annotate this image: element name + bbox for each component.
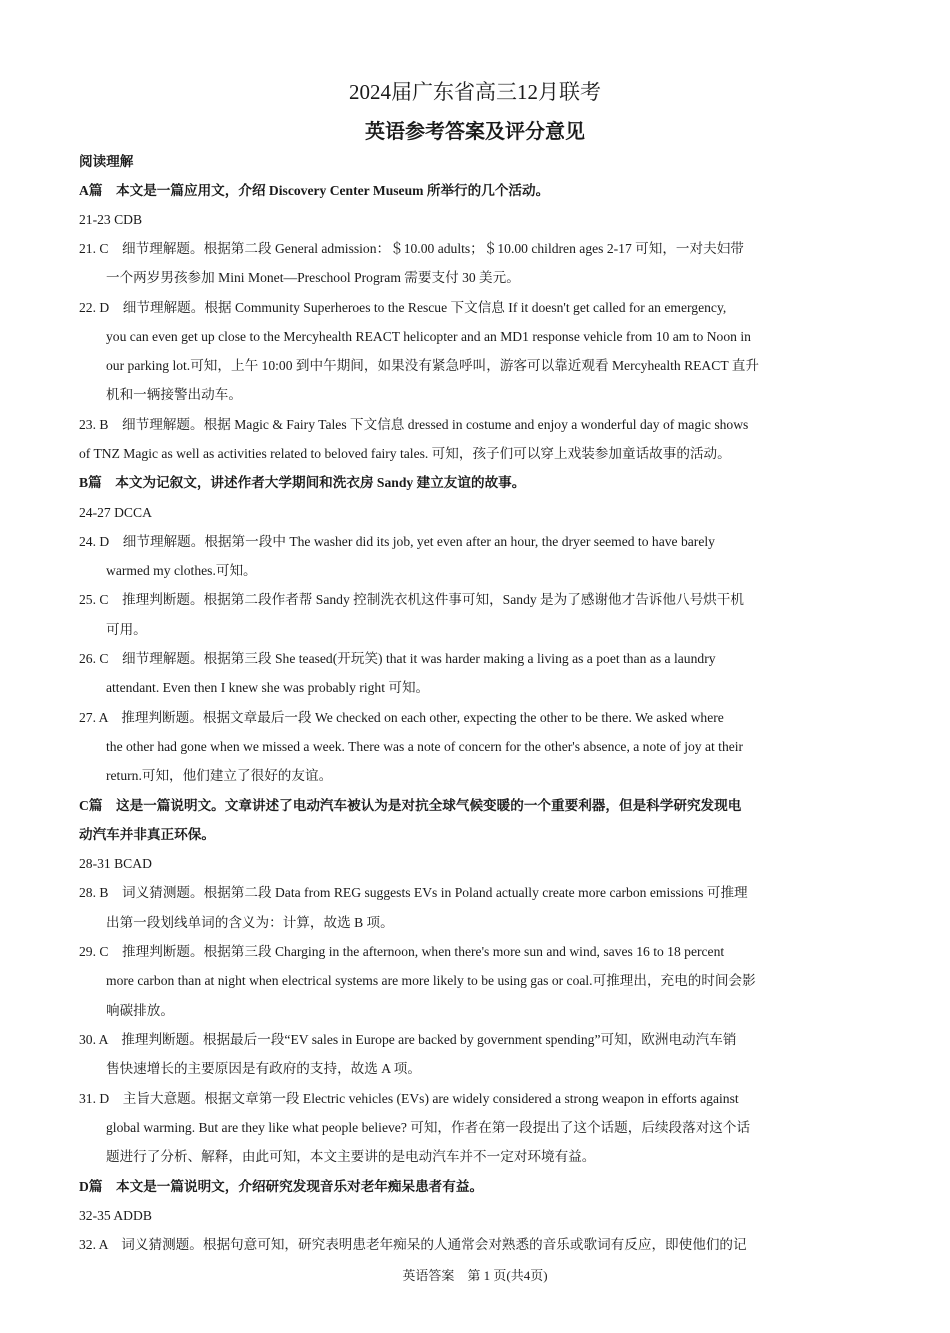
passage-heading-c: C篇 这是一篇说明文。文章讲述了电动汽车被认为是对抗全球气候变暖的一个重要利器，但是科学研究发现电	[79, 798, 742, 813]
passage-heading-b: B篇 本文为记叙文，讲述作者大学期间和洗衣房 Sandy 建立友谊的故事。	[79, 475, 526, 490]
answer-item: 22. D 细节理解题。根据 Community Superheroes to the Rescue 下文信息 If it doesn't get called for an emergency,	[79, 300, 727, 315]
answer-item-continuation: attendant. Even then I knew she was probably right 可知。	[106, 680, 430, 695]
answer-item: 30. A 推理判断题。根据最后一段“EV sales in Europe are backed by government spending”可知，欧洲电动汽车销	[79, 1032, 737, 1047]
answer-item-continuation: 出第一段划线单词的含义为：计算，故选 B 项。	[106, 915, 394, 930]
answer-item-continuation: you can even get up close to the Mercyhealth REACT helicopter and an MD1 response vehicle from 10 am to Noon in	[106, 329, 751, 344]
document-subtitle: 英语参考答案及评分意见	[365, 121, 585, 143]
answer-item-continuation: return.可知，他们建立了很好的友谊。	[106, 768, 333, 783]
document-title: 2024届广东省高三12月联考	[349, 80, 601, 104]
answer-item-continuation: of TNZ Magic as well as activities related to beloved fairy tales. 可知，孩子们可以穿上戏装参加童话故事的活动。	[79, 446, 731, 461]
answer-item-continuation: global warming. But are they like what people believe? 可知，作者在第一段提出了这个话题，后续段落对这个话	[106, 1120, 751, 1135]
answer-key: 32-35 ADDB	[79, 1208, 152, 1223]
passage-heading-c-continuation: 动汽车并非真正环保。	[79, 827, 215, 842]
answer-key: 24-27 DCCA	[79, 505, 152, 520]
answer-item: 25. C 推理判断题。根据第二段作者帮 Sandy 控制洗衣机这件事可知，Sandy 是为了感谢他才告诉他八号烘干机	[79, 592, 744, 607]
answer-item-continuation: warmed my clothes.可知。	[106, 563, 257, 578]
answer-item: 21. C 细节理解题。根据第二段 General admission：＄10.00 adults；＄10.00 children ages 2-17 可知，一对夫妇带	[79, 241, 744, 256]
section-heading: 阅读理解	[79, 154, 134, 169]
answer-key: 28-31 BCAD	[79, 856, 152, 871]
answer-item: 23. B 细节理解题。根据 Magic & Fairy Tales 下文信息 dressed in costume and enjoy a wonderful day of magic shows	[79, 417, 749, 432]
answer-item-continuation: 题进行了分析、解释，由此可知，本文主要讲的是电动汽车并不一定对环境有益。	[106, 1149, 596, 1164]
answer-item: 29. C 推理判断题。根据第三段 Charging in the afternoon, when there's more sun and wind, saves 16 to 18 percent	[79, 944, 725, 959]
answer-item-continuation: 售快速增长的主要原因是有政府的支持，故选 A 项。	[106, 1061, 421, 1076]
answer-item: 27. A 推理判断题。根据文章最后一段 We checked on each other, expecting the other to be there. We asked where	[79, 710, 724, 725]
page-footer: 英语答案 第 1 页(共4页)	[402, 1268, 548, 1283]
answer-item: 26. C 细节理解题。根据第三段 She teased(开玩笑) that it was harder making a living as a poet than as a laundry	[79, 651, 716, 666]
answer-item-continuation: 机和一辆接警出动车。	[106, 387, 242, 402]
answer-item-continuation: the other had gone when we missed a week. There was a note of concern for the other's absence, a note of joy at their	[106, 739, 744, 754]
passage-heading-d: D篇 本文是一篇说明文，介绍研究发现音乐对老年痴呆患者有益。	[79, 1179, 484, 1194]
answer-item: 28. B 词义猜测题。根据第二段 Data from REG suggests EVs in Poland actually create more carbon emissions 可推理	[79, 885, 748, 900]
answer-item-continuation: more carbon than at night when electrical systems are more likely to be using gas or coal.可推理出，充电的时间会影	[106, 973, 756, 988]
answer-item: 31. D 主旨大意题。根据文章第一段 Electric vehicles (EVs) are widely considered a strong weapon in efforts against	[79, 1091, 739, 1106]
answer-item-continuation: our parking lot.可知，上午 10:00 到中午期间，如果没有紧急呼叫，游客可以靠近观看 Mercyhealth REACT 直升	[106, 358, 759, 373]
answer-item-continuation: 可用。	[106, 622, 147, 637]
answer-key: 21-23 CDB	[79, 212, 143, 227]
answer-item: 24. D 细节理解题。根据第一段中 The washer did its job, yet even after an hour, the dryer seemed to have barely	[79, 534, 715, 549]
passage-heading-a: A篇 本文是一篇应用文，介绍 Discovery Center Museum 所举行的几个活动。	[79, 183, 550, 198]
answer-item-continuation: 响碳排放。	[106, 1003, 174, 1018]
answer-item: 32. A 词义猜测题。根据句意可知，研究表明患老年痴呆的人通常会对熟悉的音乐或歌词有反应，即使他们的记	[79, 1237, 747, 1252]
answer-item-continuation: 一个两岁男孩参加 Mini Monet—Preschool Program 需要支付 30 美元。	[106, 270, 520, 285]
